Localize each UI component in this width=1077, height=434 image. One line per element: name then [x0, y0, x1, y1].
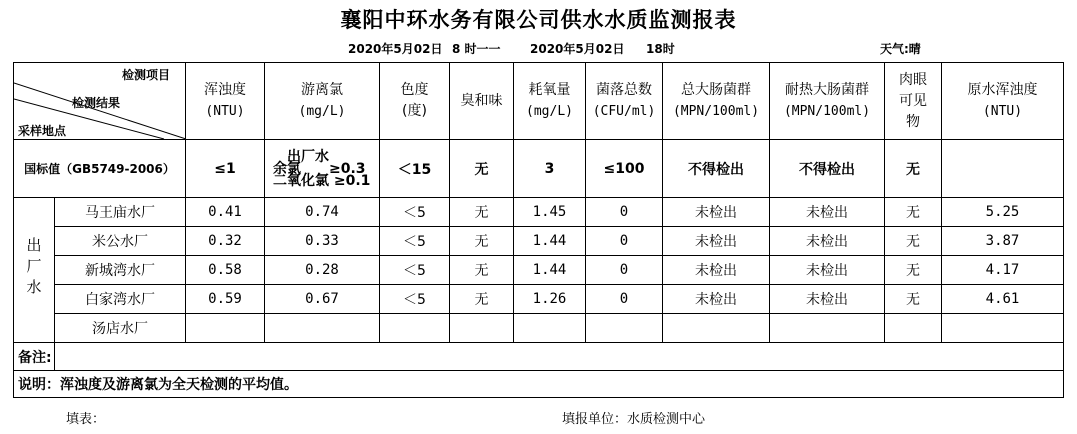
chlorine-value: 0.28	[265, 256, 380, 285]
report-title: 襄阳中环水务有限公司供水水质监测报表	[340, 8, 737, 32]
thermo-value: 未检出	[770, 285, 885, 314]
table-row	[14, 227, 1064, 256]
std-odor: 无	[450, 140, 514, 198]
thermo-value: 未检出	[770, 227, 885, 256]
standard-label: 国标值（GB5749-2006）	[14, 140, 186, 198]
plant-name: 白家湾水厂	[55, 285, 186, 314]
chlorine-value: 0.67	[265, 285, 380, 314]
corner-result-label: 检测结果	[72, 96, 121, 110]
start-time: 8 时一一	[452, 42, 501, 56]
plant-name: 汤店水厂	[55, 314, 186, 343]
visible-value	[885, 314, 942, 343]
thermo-value: 未检出	[770, 256, 885, 285]
turbidity-value: 0.58	[186, 256, 265, 285]
color-value: ＜5	[380, 227, 450, 256]
oxygen-value: 1.44	[514, 227, 586, 256]
oxygen-value: 1.44	[514, 256, 586, 285]
color-value: ＜5	[380, 285, 450, 314]
std-chlorine: 出厂水 余氯 ≥0.3 二氧化氯 ≥0.1	[265, 140, 380, 198]
visible-value: 无	[885, 198, 942, 227]
group-label: 出厂水	[24, 236, 43, 300]
odor-value: 无	[450, 227, 514, 256]
chlorine-value	[265, 314, 380, 343]
col-header-turbidity: 浑浊度 (NTU)	[186, 63, 265, 140]
std-color: ＜15	[380, 140, 450, 198]
chlorine-value: 0.33	[265, 227, 380, 256]
std-visible: 无	[885, 140, 942, 198]
oxygen-value	[514, 314, 586, 343]
raw-turbidity-value: 5.25	[942, 198, 1064, 227]
corner-cell	[14, 63, 186, 140]
turbidity-value	[186, 314, 265, 343]
odor-value	[450, 314, 514, 343]
date-line	[0, 40, 1077, 58]
plant-name: 马王庙水厂	[55, 198, 186, 227]
corner-item-label: 检测项目	[122, 68, 171, 82]
col-header-odor: 臭和味	[450, 63, 514, 140]
visible-value: 无	[885, 285, 942, 314]
odor-value: 无	[450, 256, 514, 285]
turbidity-value: 0.59	[186, 285, 265, 314]
reporting-unit: 填报单位：水质检测中心	[562, 412, 706, 427]
col-header-chlorine: 游离氯 (mg/L)	[265, 63, 380, 140]
color-value: ＜5	[380, 198, 450, 227]
colony-value	[586, 314, 663, 343]
std-raw-turbidity	[942, 140, 1064, 198]
table-row	[14, 285, 1064, 314]
chlorine-value: 0.74	[265, 198, 380, 227]
table-row	[14, 198, 1064, 227]
weather: 天气:晴	[880, 42, 921, 56]
col-header-visible: 肉眼可见物	[885, 63, 942, 140]
visible-value: 无	[885, 227, 942, 256]
oxygen-value: 1.26	[514, 285, 586, 314]
oxygen-value: 1.45	[514, 198, 586, 227]
std-colony: ≤100	[586, 140, 663, 198]
header-row	[14, 63, 1064, 140]
corner-site-label: 采样地点	[18, 124, 67, 138]
table-row	[14, 256, 1064, 285]
std-thermo-coliform: 不得检出	[770, 140, 885, 198]
plant-name: 米公水厂	[55, 227, 186, 256]
odor-value: 无	[450, 285, 514, 314]
thermo-value	[770, 314, 885, 343]
visible-value: 无	[885, 256, 942, 285]
std-turbidity: ≤1	[186, 140, 265, 198]
color-value	[380, 314, 450, 343]
remark-content	[55, 343, 1064, 371]
col-header-color: 色度 (度)	[380, 63, 450, 140]
col-header-colony: 菌落总数 (CFU/ml)	[586, 63, 663, 140]
table-row	[14, 314, 1064, 343]
coliform-value: 未检出	[663, 285, 770, 314]
note-text: 说明：浑浊度及游离氯为全天检测的平均值。	[14, 371, 1064, 398]
std-oxygen: 3	[514, 140, 586, 198]
turbidity-value: 0.32	[186, 227, 265, 256]
remark-row	[14, 343, 1064, 371]
raw-turbidity-value	[942, 314, 1064, 343]
note-row	[14, 371, 1064, 398]
raw-turbidity-value: 3.87	[942, 227, 1064, 256]
coliform-value: 未检出	[663, 256, 770, 285]
std-coliform: 不得检出	[663, 140, 770, 198]
raw-turbidity-value: 4.61	[942, 285, 1064, 314]
odor-value: 无	[450, 198, 514, 227]
colony-value: 0	[586, 227, 663, 256]
thermo-value: 未检出	[770, 198, 885, 227]
coliform-value: 未检出	[663, 198, 770, 227]
coliform-value	[663, 314, 770, 343]
col-header-thermo-coliform: 耐热大肠菌群 (MPN/100ml)	[770, 63, 885, 140]
filler-label: 填表：	[66, 412, 106, 427]
colony-value: 0	[586, 256, 663, 285]
group-label-cell	[14, 198, 55, 343]
remark-label: 备注:	[14, 343, 55, 371]
col-header-oxygen: 耗氧量 (mg/L)	[514, 63, 586, 140]
start-date: 2020年5月02日	[348, 42, 443, 56]
col-header-coliform: 总大肠菌群 (MPN/100ml)	[663, 63, 770, 140]
end-date: 2020年5月02日	[530, 42, 625, 56]
water-quality-table	[13, 62, 1064, 398]
colony-value: 0	[586, 285, 663, 314]
col-header-raw-turbidity: 原水浑浊度 (NTU)	[942, 63, 1064, 140]
standard-row	[14, 140, 1064, 198]
color-value: ＜5	[380, 256, 450, 285]
coliform-value: 未检出	[663, 227, 770, 256]
plant-name: 新城湾水厂	[55, 256, 186, 285]
end-time: 18时	[646, 42, 675, 56]
raw-turbidity-value: 4.17	[942, 256, 1064, 285]
turbidity-value: 0.41	[186, 198, 265, 227]
colony-value: 0	[586, 198, 663, 227]
